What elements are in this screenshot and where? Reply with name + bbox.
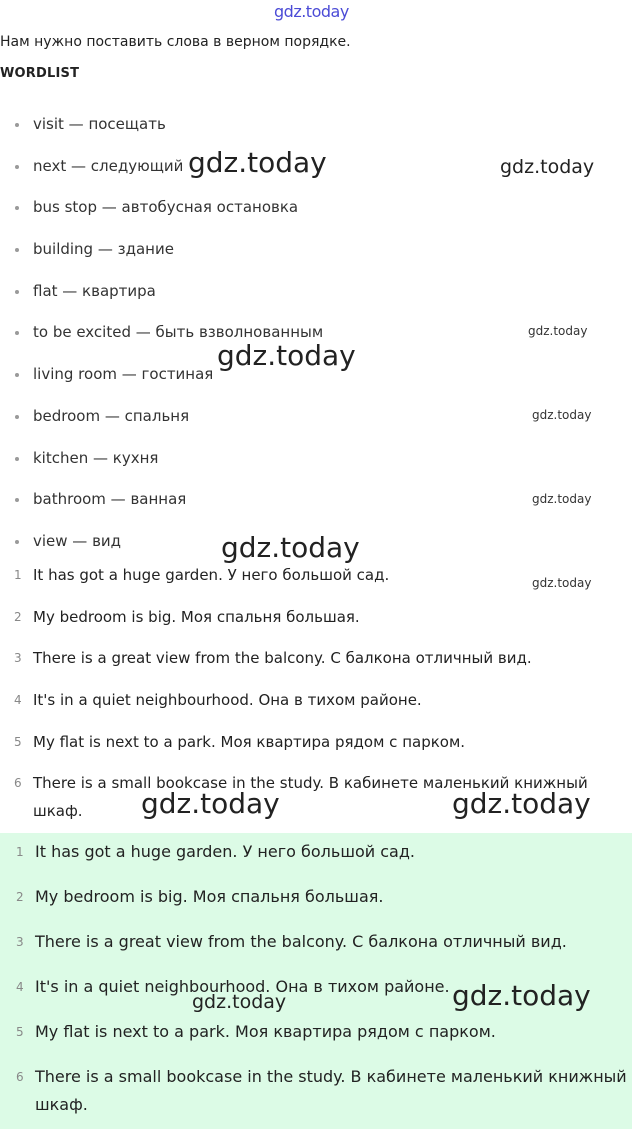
sentence-text: It's in a quiet neighbourhood. Она в тихом районе. [33, 691, 422, 710]
watermark: gdz.today [452, 979, 591, 1012]
task-instruction: Нам нужно поставить слова в верном порядке. [0, 34, 351, 50]
item-number: 5 [16, 1025, 24, 1039]
bullet-icon [15, 123, 19, 127]
item-number: 1 [14, 568, 22, 582]
answer-item [0, 883, 632, 928]
sentence-list [0, 561, 632, 821]
sentence-text: There is a small bookcase in the study. В кабинете маленький книжный шкаф. [33, 774, 588, 821]
answer-text: There is a small bookcase in the study. В кабинете маленький книжный шкаф. [35, 1067, 627, 1114]
wordlist-item: building — здание [0, 229, 632, 271]
watermark: gdz.today [528, 324, 588, 338]
watermark: gdz.today [141, 787, 280, 820]
bullet-icon [15, 290, 19, 294]
answer-item [0, 1018, 632, 1063]
answer-text: There is a great view from the balcony. С балкона отличный вид. [35, 932, 567, 951]
watermark: gdz.today [500, 156, 595, 178]
sentence-item [0, 603, 632, 645]
item-number: 4 [14, 693, 22, 708]
wordlist-item: bedroom — спальня [0, 396, 632, 438]
wordlist-item: bathroom — ванная [0, 479, 632, 521]
wordlist-heading: WORDLIST [0, 66, 80, 81]
answer-text: It has got a huge garden. У него большой сад. [35, 842, 415, 861]
answer-list [0, 838, 632, 1114]
bullet-icon [15, 457, 19, 461]
bullet-icon [15, 206, 19, 210]
answer-text: It's in a quiet neighbourhood. Она в тихом районе. [35, 977, 450, 996]
wordlist-item: to be excited — быть взволнованным [0, 312, 632, 354]
answer-item [0, 838, 632, 883]
item-number: 1 [16, 845, 24, 859]
bullet-icon [15, 165, 19, 169]
wordlist-item: bus stop — автобусная остановка [0, 187, 632, 229]
wordlist-item: visit — посещать [0, 104, 632, 146]
sentence-text: My bedroom is big. Моя спальня большая. [33, 607, 360, 626]
wordlist-item: living room — гостиная [0, 354, 632, 396]
answer-item [0, 1063, 632, 1114]
watermark: gdz.today [192, 991, 287, 1013]
item-number: 2 [16, 890, 24, 904]
answer-item [0, 928, 632, 973]
watermark: gdz.today [188, 146, 327, 179]
watermark: gdz.today [532, 576, 592, 590]
item-number: 6 [16, 1070, 24, 1084]
bullet-icon [15, 248, 19, 252]
item-number: 5 [14, 734, 22, 749]
item-number: 2 [14, 609, 22, 624]
sentence-text: It has got a huge garden. У него большой сад. [33, 566, 390, 584]
bullet-icon [15, 540, 19, 544]
bullet-icon [15, 498, 19, 502]
site-logo[interactable]: gdz.today [274, 2, 349, 21]
wordlist-item: kitchen — кухня [0, 438, 632, 480]
wordlist-item: flat — квартира [0, 271, 632, 313]
watermark: gdz.today [532, 408, 592, 422]
answer-text: My bedroom is big. Моя спальня большая. [35, 887, 384, 906]
item-number: 6 [14, 776, 22, 791]
answer-text: My flat is next to a park. Моя квартира рядом с парком. [35, 1022, 496, 1041]
bullet-icon [15, 373, 19, 377]
watermark: gdz.today [452, 787, 591, 820]
sentence-text: My flat is next to a park. Моя квартира рядом с парком. [33, 732, 466, 751]
bullet-icon [15, 415, 19, 419]
watermark: gdz.today [221, 531, 360, 564]
sentence-item [0, 644, 632, 686]
watermark: gdz.today [217, 339, 356, 372]
watermark: gdz.today [532, 492, 592, 506]
item-number: 3 [16, 935, 24, 949]
item-number: 3 [14, 651, 22, 666]
sentence-item [0, 728, 632, 770]
wordlist-item: next — следующий [0, 146, 632, 188]
item-number: 4 [16, 980, 24, 994]
bullet-icon [15, 331, 19, 335]
wordlist-item: view — вид [0, 521, 632, 563]
sentence-item [0, 686, 632, 728]
sentence-text: There is a great view from the balcony. С балкона отличный вид. [33, 649, 532, 668]
